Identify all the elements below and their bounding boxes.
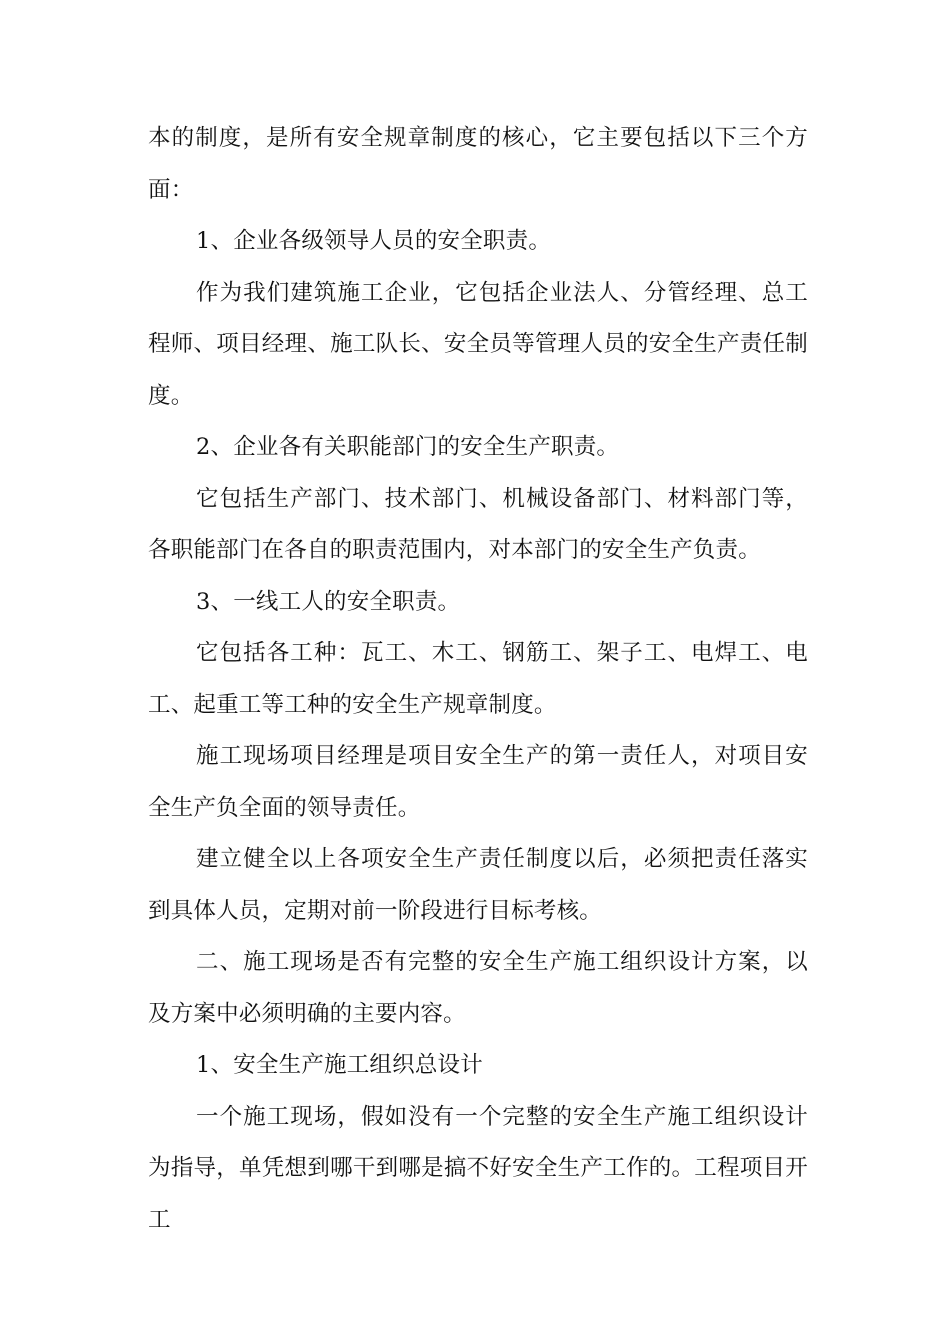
paragraph-1: 本的制度，是所有安全规章制度的核心，它主要包括以下三个方面： xyxy=(148,125,808,203)
paragraph-10: 二、施工现场是否有完整的安全生产施工组织设计方案，以及方案中必须明确的主要内容。 xyxy=(148,949,808,1027)
paragraph-4: 2、企业各有关职能部门的安全生产职责。 xyxy=(196,434,620,460)
paragraph-11: 1、安全生产施工组织总设计 xyxy=(196,1052,483,1078)
paragraph-6: 3、一线工人的安全职责。 xyxy=(196,588,461,615)
paragraph-7: 它包括各工种：瓦工、木工、钢筋工、架子工、电焊工、电工、起重工等工种的安全生产规章制度。 xyxy=(148,640,808,718)
paragraph-5: 它包括生产部门、技术部门、机械设备部门、材料部门等，各职能部门在各自的职责范围内，对本部门的安全生产负责。 xyxy=(148,485,808,563)
paragraph-8: 施工现场项目经理是项目安全生产的第一责任人，对项目安全生产负全面的领导责任。 xyxy=(148,743,808,821)
paragraph-12: 一个施工现场，假如没有一个完整的安全生产施工组织设计为指导，单凭想到哪干到哪是搞不好安全生产工作的。工程项目开工 xyxy=(148,1103,808,1233)
paragraph-2: 1、企业各级领导人员的安全职责。 xyxy=(196,228,552,254)
document-body xyxy=(148,113,808,1246)
paragraph-9: 建立健全以上各项安全生产责任制度以后，必须把责任落实到具体人员，定期对前一阶段进行目标考核。 xyxy=(148,846,808,924)
paragraph-3: 作为我们建筑施工企业，它包括企业法人、分管经理、总工程师、项目经理、施工队长、安全员等管理人员的安全生产责任制度。 xyxy=(148,279,808,409)
